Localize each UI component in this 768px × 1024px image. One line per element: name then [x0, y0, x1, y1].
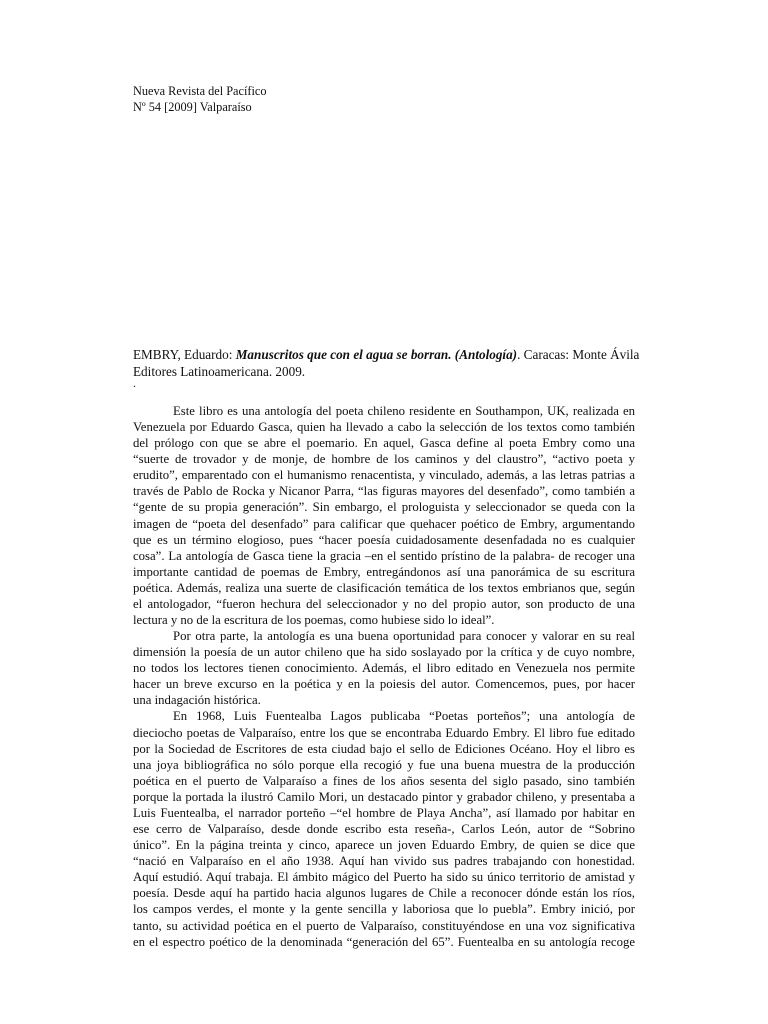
citation-line-2: Editores Latinoamericana. 2009.: [133, 364, 306, 379]
text-line: ese cerro de Valparaíso, desde donde escribo esta reseña-, Carlos León, autor de “Sobrino: [133, 822, 635, 837]
text-line: “suerte de trovador y de monje, de hombre de los caminos y del claustro”, “activo poeta y: [133, 452, 635, 467]
text-line: el antologador, “fueron hechura del seleccionador y no del propio autor, son producto de una: [133, 596, 635, 611]
text-line: Por otra parte, la antología es una buena oportunidad para conocer y valorar en su real: [173, 629, 635, 644]
text-line: “nació en Valparaíso en el año 1938. Aquí han vivido sus padres trabajando con honestidad.: [133, 854, 635, 869]
citation-publisher: . Caracas: Monte Ávila: [517, 347, 640, 362]
text-line: único”. En la página treinta y cinco, aparece un joven Eduardo Embry, de quien se dice que: [133, 838, 635, 853]
text-line: través de Pablo de Rocka y Nicanor Parra, “las figuras mayores del desenfado”, como también a: [133, 484, 635, 499]
journal-masthead: [133, 84, 267, 115]
journal-issue: Nº 54 [2009] Valparaíso: [133, 99, 252, 114]
text-line: imagen de “poeta del desenfado” para calificar que quehacer poético de Embry, argumentando: [133, 516, 635, 531]
citation-author: EMBRY, Eduardo:: [133, 347, 236, 362]
text-line: una joya bibliográfica no sólo porque ella recogió y fue una buena muestra de la producción: [133, 757, 635, 772]
text-line: tanto, su actividad poética en el puerto de Valparaíso, constituyéndose en una voz significativa: [133, 918, 635, 933]
text-line: Aquí estudió. Aquí trabaja. El ámbito mágico del Puerto ha sido su único territorio de amistad y: [133, 870, 635, 885]
stray-period: .: [133, 376, 136, 390]
citation-title: Manuscritos que con el agua se borran. (Antología): [235, 347, 518, 362]
text-line: en el espectro poético de la denominada “generación del 65”. Fuentealba en su antología recoge: [133, 934, 635, 949]
book-citation: [133, 346, 640, 380]
text-line: Este libro es una antología del poeta chileno residente en Southampon, UK, realizada en: [173, 404, 635, 418]
text-line: los campos verdes, el monte y la gente sencilla y laboriosa que lo puebla”. Embry inició, por: [133, 902, 635, 917]
text-line: dieciocho poetas de Valparaíso, entre los que se encontraba Eduardo Embry. El libro fue editado: [133, 725, 635, 740]
text-line: En 1968, Luis Fuentealba Lagos publicaba “Poetas porteños”; una antología de: [173, 709, 635, 724]
text-line: no todos los lectores tienen conocimiento. Además, el libro editado en Venezuela nos permite: [133, 661, 635, 676]
text-line: erudito”, emparentado con el humanismo renacentista, y vinculado, además, a las letras patrias a: [133, 468, 635, 483]
text-line: poética. Además, realiza una suerte de clasificación temática de los textos embrianos que, según: [133, 580, 635, 595]
text-line: porque la portada la ilustró Camilo Mori, un destacado pintor y grabador chileno, y presentaba a: [133, 789, 635, 804]
text-line: “gente de su propia generación”. Sin embargo, el prologuista y seleccionador se queda con la: [133, 500, 635, 515]
text-line: importante cantidad de poemas de Embry, entregándonos así una panorámica de su escritura: [133, 564, 635, 579]
text-line: hacer un breve excurso en la poética y en la poiesis del autor. Comencemos, pues, por hacer: [133, 677, 635, 692]
review-body: [133, 403, 635, 950]
text-line: dimensión la poesía de un autor chileno que ha sido soslayado por la crítica y de cuyo nombre,: [133, 645, 635, 660]
citation-line-1: [133, 346, 640, 363]
journal-name: Nueva Revista del Pacífico: [133, 84, 267, 98]
text-line: poética en el puerto de Valparaíso a fines de los años sesenta del siglo pasado, sino también: [133, 773, 635, 788]
text-line: que es un término elogioso, pues “hacer poesía cuidadosamente desenfadada no es cualquier: [133, 532, 635, 547]
text-line: del prólogo con que se abre el poemario. En aquel, Gasca define al poeta Embry como una: [133, 436, 635, 451]
text-line: Venezuela por Eduardo Gasca, quien ha llevado a cabo la selección de los textos como también: [133, 420, 635, 435]
text-line: Luis Fuentealba, el narrador porteño –“el hombre de Playa Ancha”, así llamado por habitar en: [133, 805, 635, 820]
text-line: una indagación histórica.: [133, 693, 261, 708]
text-line: lectura y no de la escritura de los poemas, como hubiese sido lo ideal”.: [133, 613, 495, 628]
text-line: poesía. Desde aquí ha partido hacia algunos lugares de Chile a reconocer dónde están los ríos,: [133, 886, 635, 901]
text-line: por la Sociedad de Escritores de esta ciudad bajo el sello de Ediciones Océano. Hoy el libro es: [133, 741, 635, 756]
text-line: cosa”. La antología de Gasca tiene la gracia –en el sentido prístino de la palabra- de recoger una: [133, 548, 635, 563]
